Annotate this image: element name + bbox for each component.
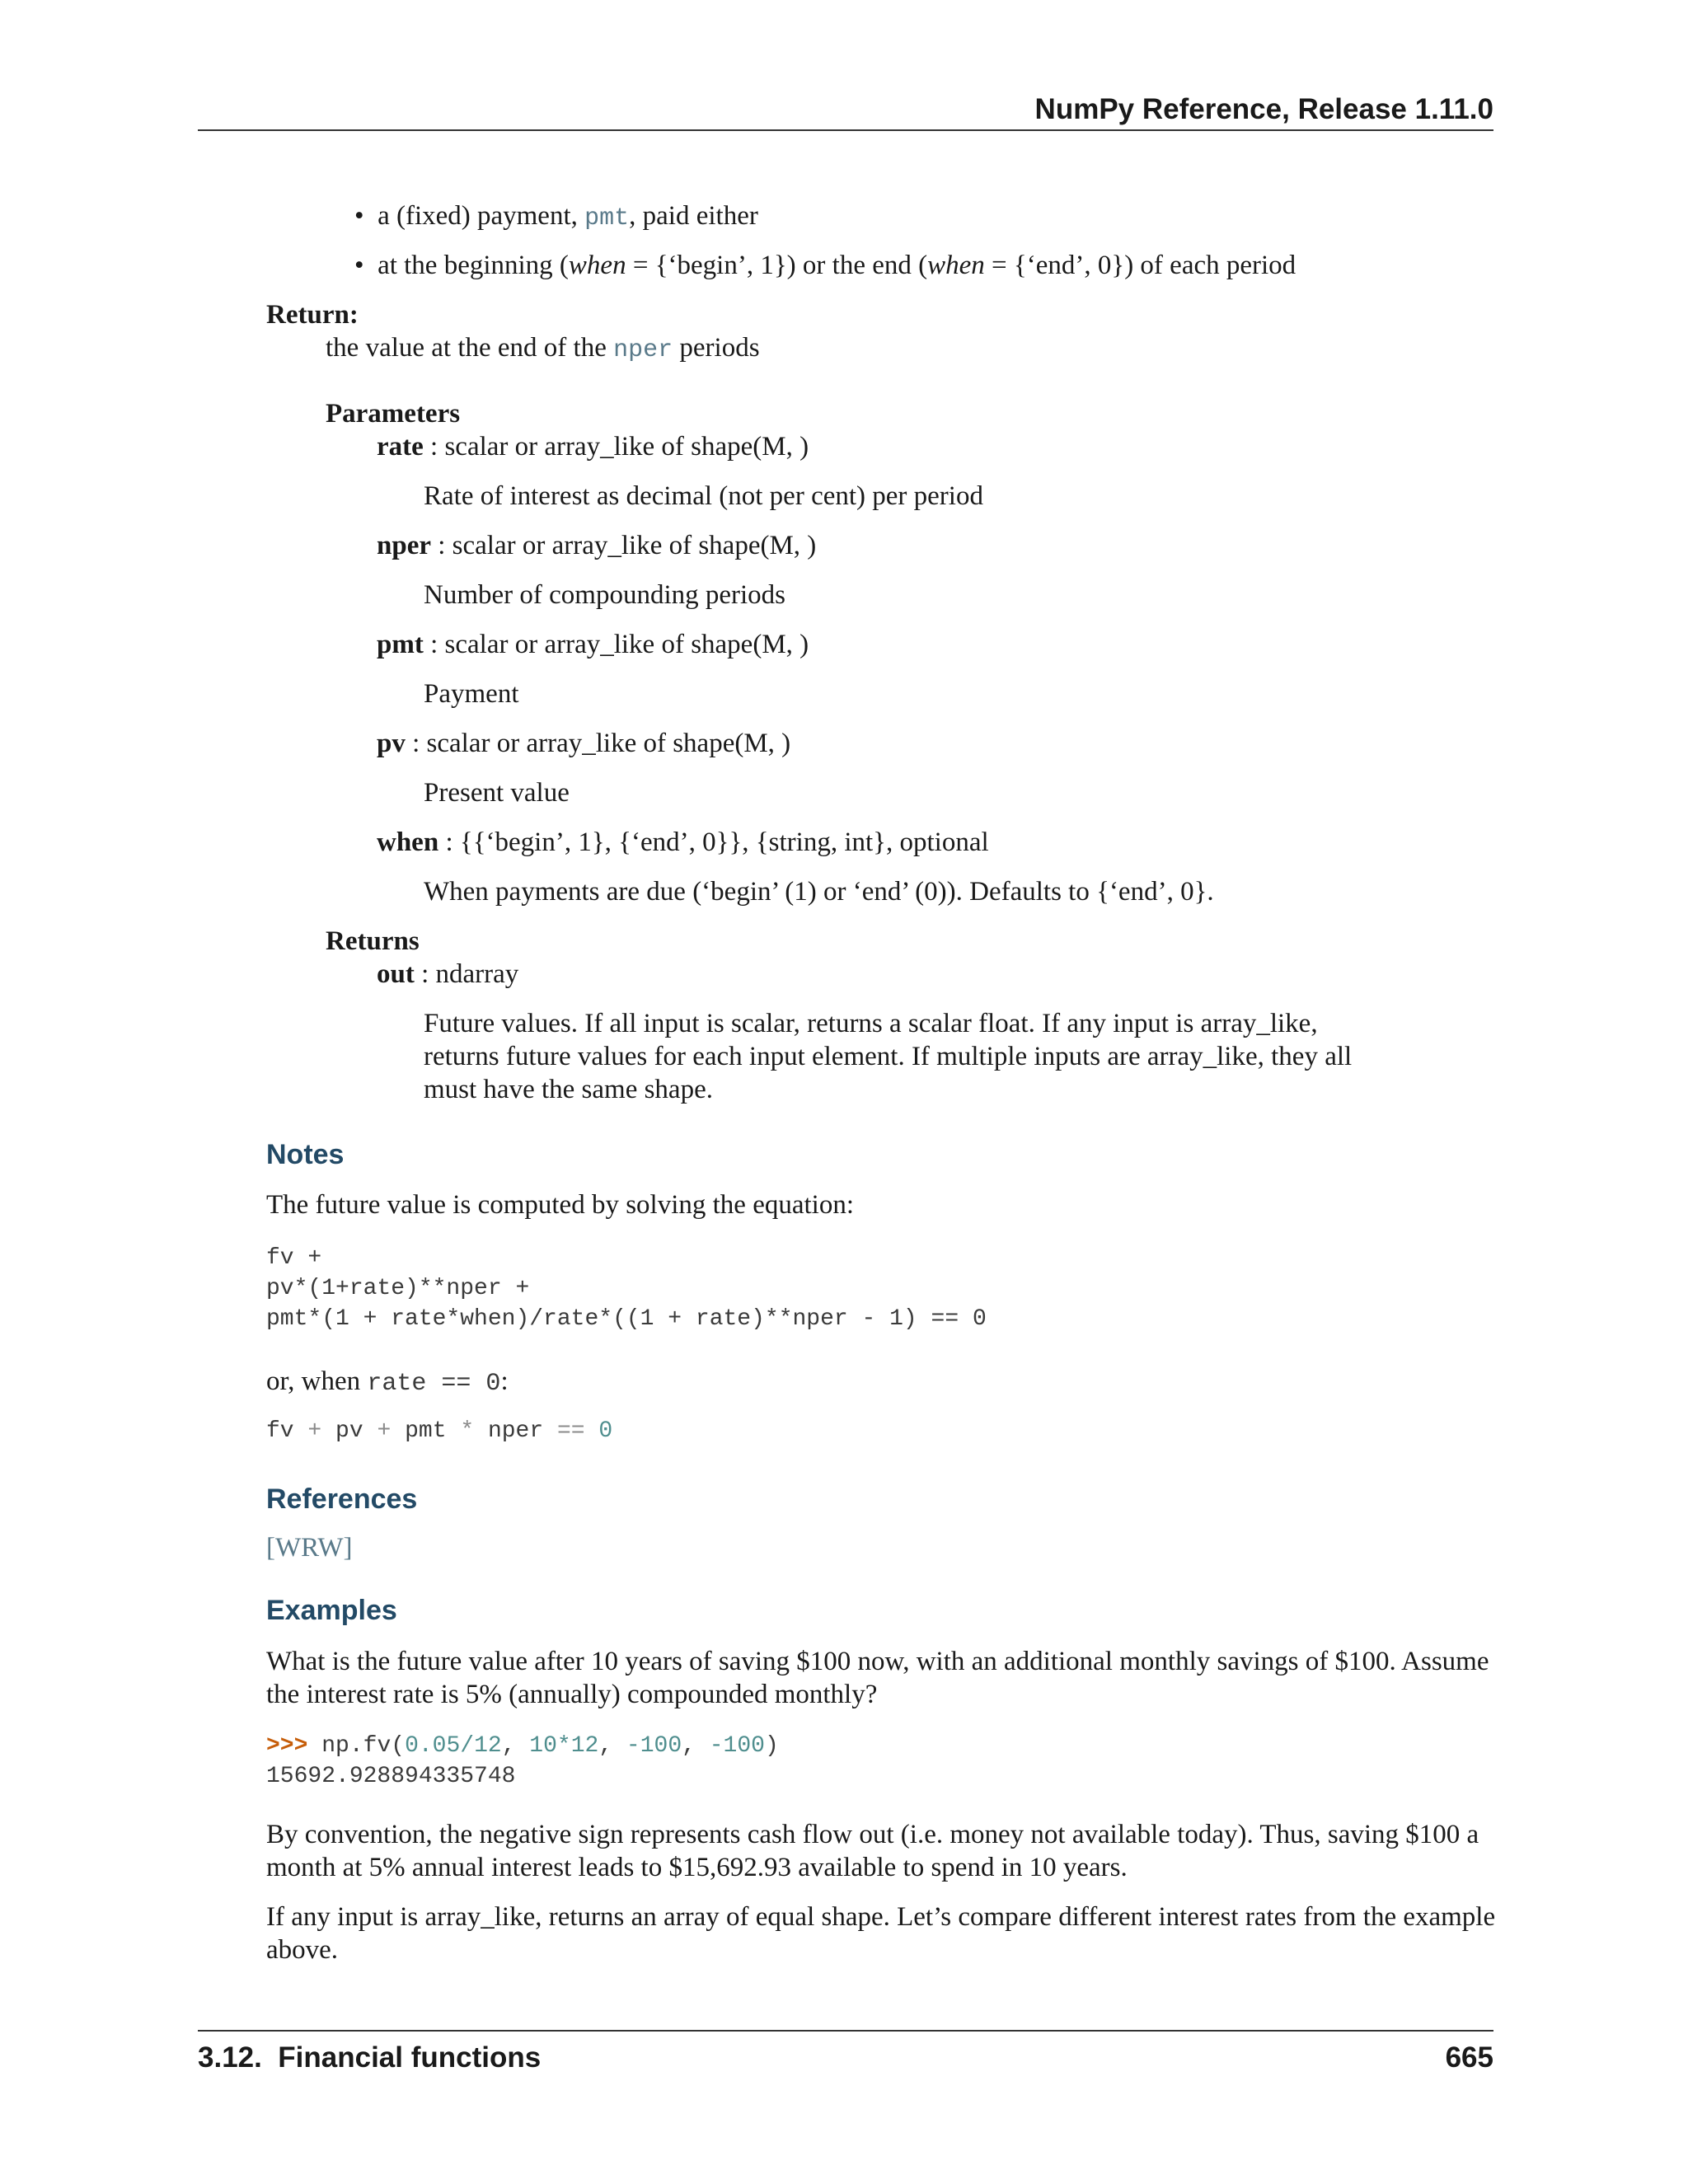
notes-equation-line-1: fv + <box>266 1245 322 1271</box>
param-pmt: pmt : scalar or array_like of shape(M, ) <box>377 630 809 659</box>
return-text: the value at the end of the nper periods <box>326 333 760 364</box>
notes-equation-2: fv + pv + pmt * nper == 0 <box>266 1418 613 1444</box>
examples-para-3-line-2: above. <box>266 1935 339 1965</box>
return-label: Return: <box>266 300 359 330</box>
examples-para-2-line-1: By convention, the negative sign represents cash flow out (i.e. money not available today). Thus, saving $100 a <box>266 1820 1479 1849</box>
param-pmt-desc: Payment <box>424 679 519 709</box>
returns-desc-line-2: returns future values for each input element. If multiple inputs are array_like, they all <box>424 1042 1353 1071</box>
param-pv: pv : scalar or array_like of shape(M, ) <box>377 729 791 758</box>
examples-para-3-line-1: If any input is array_like, returns an array of equal shape. Let’s compare different interest rates from the example <box>266 1902 1496 1932</box>
examples-para-1-line-2: the interest rate is 5% (annually) compounded monthly? <box>266 1680 878 1709</box>
notes-equation-line-3: pmt*(1 + rate*when)/rate*((1 + rate)**nper - 1) == 0 <box>266 1306 987 1332</box>
param-pv-desc: Present value <box>424 778 570 808</box>
parameters-heading: Parameters <box>326 399 461 429</box>
param-when: when : {{‘begin’, 1}, {‘end’, 0}}, {string, int}, optional <box>377 827 989 857</box>
examples-heading: Examples <box>266 1595 397 1626</box>
param-nper-desc: Number of compounding periods <box>424 580 786 610</box>
returns-out: out : ndarray <box>377 959 519 989</box>
param-nper: nper : scalar or array_like of shape(M, ) <box>377 531 817 560</box>
bullet-item-when: • at the beginning (when = {‘begin’, 1}) or the end (when = {‘end’, 0}) of each period <box>354 251 1296 280</box>
notes-equation-line-2: pv*(1+rate)**nper + <box>266 1276 530 1301</box>
returns-desc-line-1: Future values. If all input is scalar, returns a scalar float. If any input is array_like, <box>424 1009 1318 1038</box>
param-when-desc: When payments are due (‘begin’ (1) or ‘end’ (0)). Defaults to {‘end’, 0}. <box>424 877 1214 907</box>
reference-link-wrw[interactable]: [WRW] <box>266 1533 353 1563</box>
footer-section: 3.12. Financial functions <box>198 2041 542 2074</box>
references-heading: References <box>266 1483 418 1515</box>
returns-desc-line-3: must have the same shape. <box>424 1075 713 1104</box>
example-code-output: 15692.928894335748 <box>266 1764 516 1789</box>
examples-para-1-line-1: What is the future value after 10 years of saving $100 now, with an additional monthly savings of $100. Assume <box>266 1647 1489 1676</box>
returns-heading: Returns <box>326 926 420 956</box>
header-rule <box>198 129 1493 131</box>
notes-heading: Notes <box>266 1139 345 1170</box>
code-rate-zero: rate == 0 <box>367 1370 501 1398</box>
bullet-dot: • <box>354 251 364 280</box>
example-code-input: >>> np.fv(0.05/12, 10*12, -100, -100) <box>266 1733 779 1759</box>
examples-para-2-line-2: month at 5% annual interest leads to $15,692.93 available to spend in 10 years. <box>266 1853 1128 1882</box>
footer-page-number: 665 <box>1445 2041 1493 2074</box>
param-rate-desc: Rate of interest as decimal (not per cent) per period <box>424 481 983 511</box>
param-rate: rate : scalar or array_like of shape(M, ) <box>377 432 809 462</box>
code-pmt: pmt <box>584 204 630 232</box>
bullet-dot: • <box>354 201 364 231</box>
code-nper: nper <box>613 336 673 364</box>
running-header: NumPy Reference, Release 1.11.0 <box>1034 93 1493 125</box>
footer-rule <box>198 2030 1493 2032</box>
notes-intro: The future value is computed by solving the equation: <box>266 1190 854 1220</box>
bullet-item-payment: • a (fixed) payment, pmt, paid either <box>354 201 758 232</box>
notes-or-when: or, when rate == 0: <box>266 1366 509 1398</box>
